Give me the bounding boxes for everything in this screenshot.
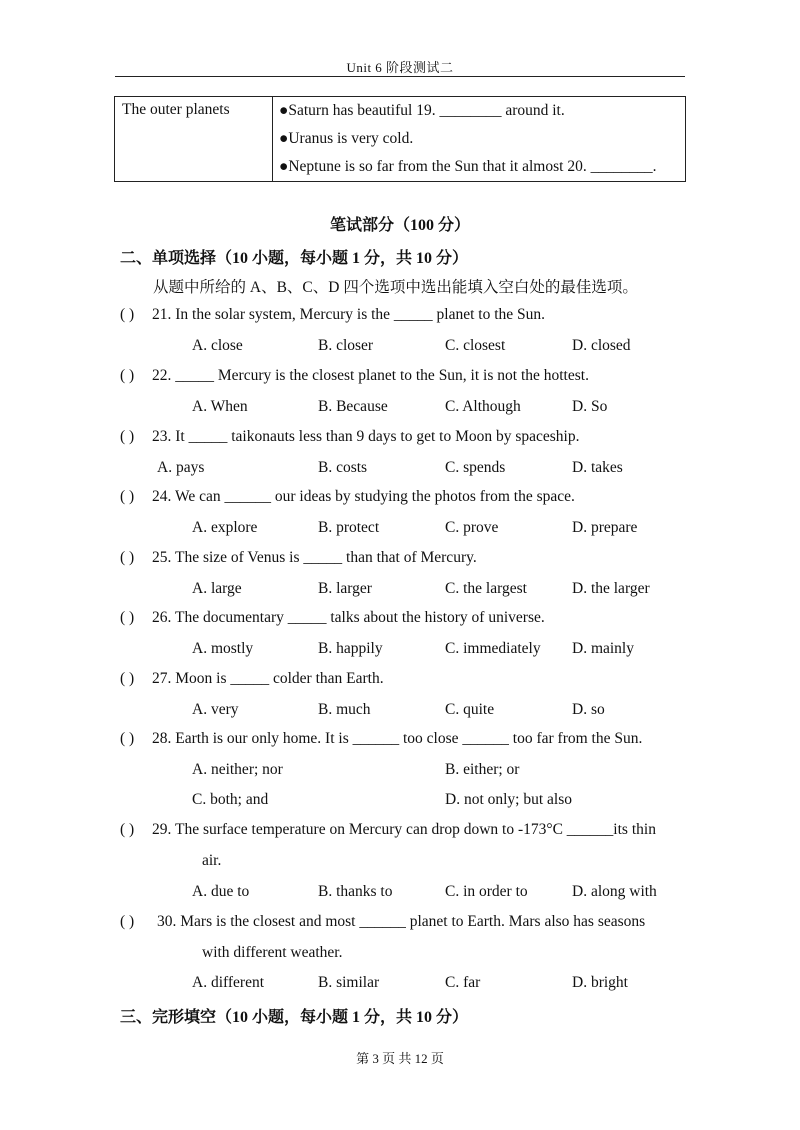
question-text: 26. The documentary _____ talks about the history of universe. — [152, 609, 545, 626]
answer-blank[interactable]: ( ) — [120, 913, 135, 930]
written-part-title: 笔试部分（100 分） — [329, 217, 470, 234]
question-text: 29. The surface temperature on Mercury can drop down to -173°C ______its thin — [152, 821, 656, 838]
question-text: 21. In the solar system, Mercury is the _____ planet to the Sun. — [152, 306, 546, 323]
option-b: B. Because — [318, 398, 388, 415]
option-a: A. close — [192, 337, 243, 354]
question-29 — [120, 821, 656, 839]
answer-blank[interactable]: ( ) — [120, 821, 135, 838]
table-category: The outer planets — [115, 97, 273, 182]
question-text: 25. The size of Venus is _____ than that of Mercury. — [152, 549, 477, 566]
question-28 — [120, 730, 642, 748]
question-text: 27. Moon is _____ colder than Earth. — [152, 670, 384, 687]
question-text: 22. _____ Mercury is the closest planet to the Sun, it is not the hottest. — [152, 367, 589, 384]
option-a: A. explore — [192, 519, 258, 536]
option-b: B. thanks to — [318, 883, 393, 900]
answer-blank[interactable]: ( ) — [120, 670, 135, 687]
table-bullets — [273, 97, 686, 182]
answer-blank[interactable]: ( ) — [120, 488, 135, 505]
option-d: D. takes — [572, 459, 623, 476]
bullet-item: ●Saturn has beautiful 19. ________ around it. — [279, 102, 565, 119]
option-b: B. larger — [318, 580, 372, 597]
option-d: D. mainly — [572, 640, 634, 657]
answer-blank[interactable]: ( ) — [120, 428, 135, 445]
answer-blank[interactable]: ( ) — [120, 609, 135, 626]
option-d: D. the larger — [572, 580, 650, 597]
question-text: 28. Earth is our only home. It is ______ too close ______ too far from the Sun. — [152, 730, 643, 747]
question-text: 24. We can ______ our ideas by studying the photos from the space. — [152, 488, 575, 505]
option-a: A. due to — [192, 883, 250, 900]
planet-table — [114, 96, 686, 182]
question-30-continued: with different weather. — [202, 944, 343, 961]
option-b: B. happily — [318, 640, 383, 657]
question-text: 23. It _____ taikonauts less than 9 days to get to Moon by spaceship. — [152, 428, 580, 445]
section2-instruction: 从题中所给的 A、B、C、D 四个选项中选出能填入空白处的最佳选项。 — [153, 279, 638, 296]
option-b: B. similar — [318, 974, 380, 991]
option-d: D. not only; but also — [445, 791, 573, 808]
option-a: A. very — [192, 701, 239, 718]
option-b: B. closer — [318, 337, 374, 354]
option-b: B. much — [318, 701, 371, 718]
section2-heading: 二、单项选择（10 小题，每小题 1 分，共 10 分） — [120, 250, 469, 267]
option-c: C. far — [445, 974, 481, 991]
option-a: A. When — [192, 398, 248, 415]
option-c: C. in order to — [445, 883, 528, 900]
option-a: A. large — [192, 580, 242, 597]
option-d: D. prepare — [572, 519, 638, 536]
option-c: C. immediately — [445, 640, 541, 657]
option-d: D. bright — [572, 974, 628, 991]
question-26 — [120, 609, 545, 627]
option-b: B. either; or — [445, 761, 520, 778]
option-d: D. So — [572, 398, 608, 415]
answer-blank[interactable]: ( ) — [120, 306, 135, 323]
option-c: C. Although — [445, 398, 521, 415]
answer-blank[interactable]: ( ) — [120, 367, 135, 384]
header-rule — [115, 76, 685, 77]
option-c: C. the largest — [445, 580, 527, 597]
option-a: A. neither; nor — [192, 761, 283, 778]
question-27 — [120, 670, 384, 688]
question-25 — [120, 549, 477, 567]
question-30 — [120, 913, 645, 931]
option-d: D. closed — [572, 337, 631, 354]
question-21 — [120, 306, 545, 324]
answer-blank[interactable]: ( ) — [120, 730, 135, 747]
question-22 — [120, 367, 589, 385]
question-text: 30. Mars is the closest and most ______ planet to Earth. Mars also has seasons — [157, 913, 646, 930]
option-c: C. both; and — [192, 791, 269, 808]
question-23 — [120, 428, 580, 446]
section3-heading: 三、完形填空（10 小题，每小题 1 分，共 10 分） — [120, 1009, 469, 1026]
option-a: A. different — [192, 974, 265, 991]
option-d: D. along with — [572, 883, 657, 900]
option-b: B. protect — [318, 519, 380, 536]
question-24 — [120, 488, 575, 506]
option-b: B. costs — [318, 459, 368, 476]
option-c: C. closest — [445, 337, 506, 354]
option-c: C. prove — [445, 519, 499, 536]
page-header: Unit 6 阶段测试二 — [346, 60, 454, 75]
option-d: D. so — [572, 701, 605, 718]
question-29-continued: air. — [202, 852, 222, 869]
option-c: C. spends — [445, 459, 506, 476]
answer-blank[interactable]: ( ) — [120, 549, 135, 566]
page-footer: 第 3 页 共 12 页 — [356, 1051, 444, 1066]
option-a: A. pays — [157, 459, 205, 476]
bullet-item: ●Neptune is so far from the Sun that it almost 20. ________. — [279, 158, 657, 175]
option-c: C. quite — [445, 701, 495, 718]
option-a: A. mostly — [192, 640, 254, 657]
bullet-item: ●Uranus is very cold. — [279, 130, 414, 147]
